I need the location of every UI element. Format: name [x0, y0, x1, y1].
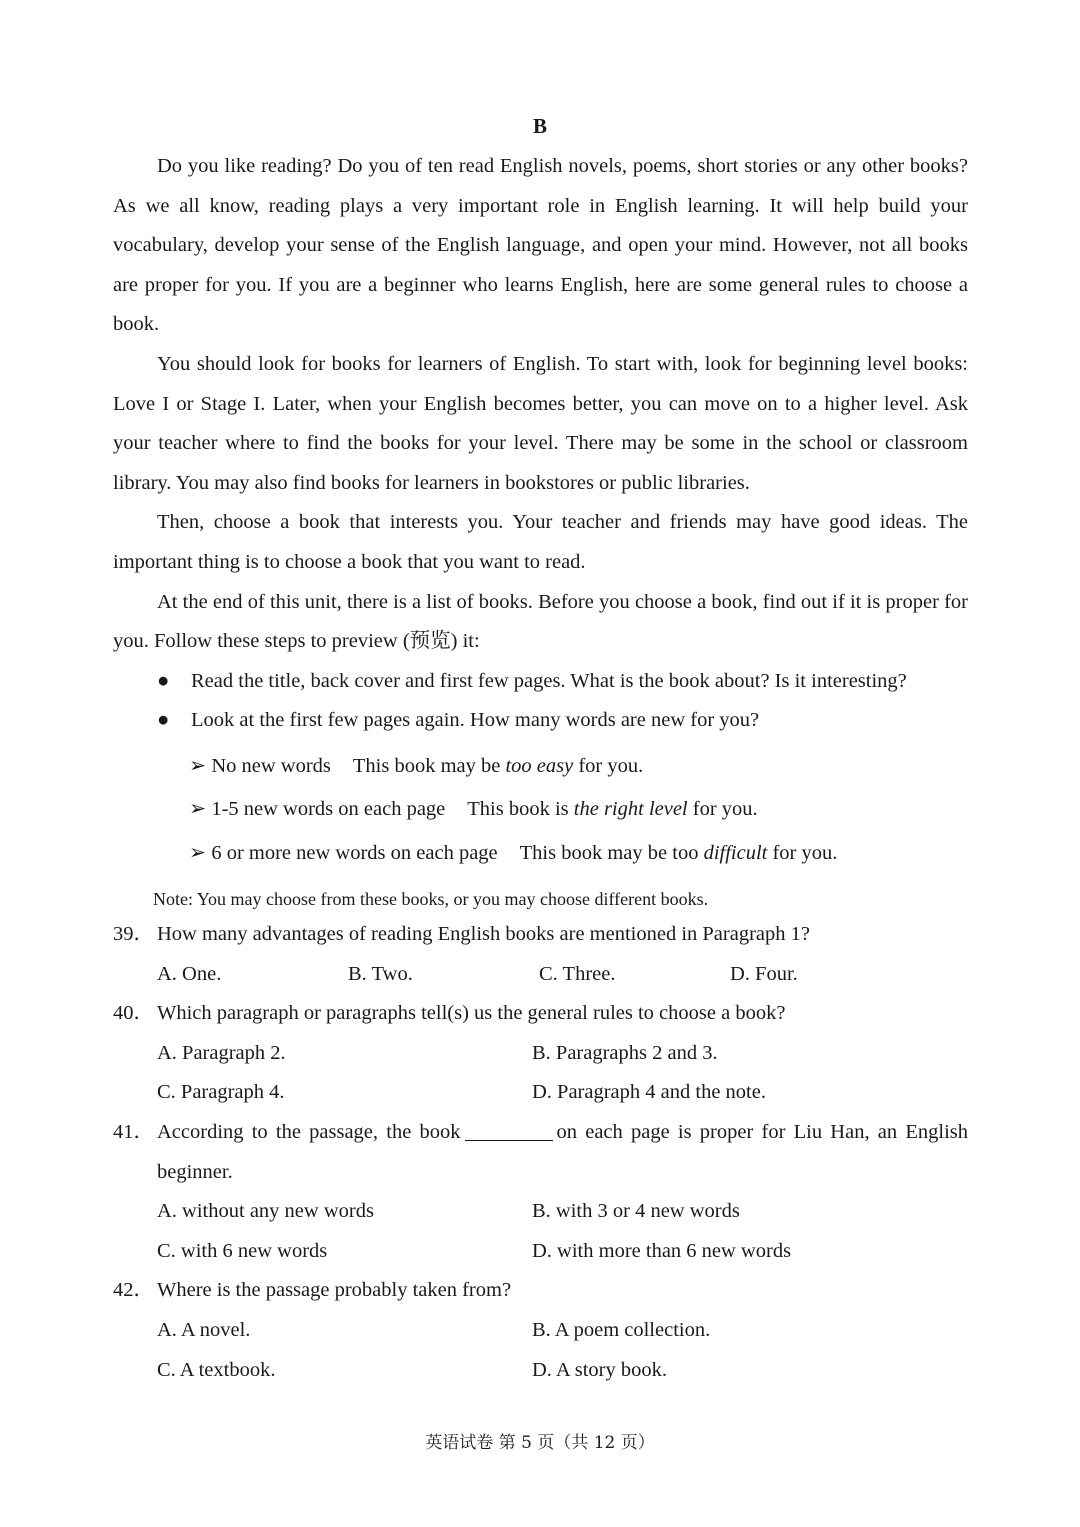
option-a: A. without any new words [157, 1200, 374, 1223]
question-42 [113, 1271, 968, 1311]
question-text: How many advantages of reading English books are mentioned in Paragraph 1? [157, 923, 810, 945]
question-40-options-row-2 [113, 1073, 968, 1113]
level-count: 1-5 new words on each page [211, 798, 446, 821]
question-number: 39． [113, 923, 154, 945]
question-number: 40． [113, 1002, 154, 1025]
bullet-icon: ● [157, 669, 170, 692]
question-40 [113, 994, 968, 1034]
paragraph-4: At the end of this unit, there is a list of books. Before you choose a book, find out if it is proper for you. Follow these steps to preview (预览) it: [113, 590, 968, 653]
question-41-options-row-2 [113, 1232, 968, 1272]
option-b: B. A poem collection. [532, 1318, 711, 1341]
option-a: A. One. [157, 962, 222, 985]
option-c: C. with 6 new words [157, 1239, 328, 1262]
level-emphasis: difficult [703, 841, 768, 864]
reading-passage [113, 147, 968, 875]
option-c: C. Paragraph 4. [157, 1081, 285, 1104]
level-prefix: This book may be [352, 754, 501, 777]
level-prefix: This book may be too [519, 841, 699, 864]
preview-steps [113, 662, 968, 741]
paragraph-3: Then, choose a book that interests you. Your teacher and friends may have good ideas. The important thing is to choose a book that you want to read. [113, 511, 968, 573]
option-d: D. with more than 6 new words [532, 1239, 792, 1262]
passage-note: Note: You may choose from these books, or you may choose different books. [153, 889, 709, 909]
arrow-icon: ➢ [189, 754, 207, 777]
preview-step [113, 662, 968, 702]
option-c: C. Three. [539, 962, 616, 985]
preview-step-text: Read the title, back cover and first few pages. What is the book about? Is it interesting? [191, 669, 907, 692]
level-count: No new words [211, 754, 331, 777]
bullet-icon: ● [157, 709, 170, 732]
section-heading: B [532, 114, 547, 138]
difficulty-level [113, 745, 968, 788]
paragraph-1: Do you like reading? Do you of ten read English novels, poems, short stories or any other books? As we all know, reading plays a very important role in English learning. It will help build your vocabulary, develop your sense of the English language, and open your mind. However, not all books are proper for you. If you are a beginner who learns English, here are some general rules to choose a book. [113, 155, 968, 336]
question-text-after: on each page is proper for Liu Han, an English beginner. [157, 1120, 969, 1183]
option-d: D. Four. [730, 962, 798, 985]
arrow-icon: ➢ [189, 841, 207, 864]
answer-blank [465, 1118, 553, 1141]
paragraph-2: You should look for books for learners of English. To start with, look for beginning level books: Love I or Stage I. Later, when your English becomes better, you can move on to a higher level. Ask your teacher where to find the books for your level. There may be some in the school or classroom library. You may also find books for learners in bookstores or public libraries. [113, 352, 968, 494]
question-text: Where is the passage probably taken from? [157, 1279, 512, 1302]
question-list [113, 915, 968, 1390]
question-42-options-row-1 [113, 1311, 968, 1351]
question-text: Which paragraph or paragraphs tell(s) us the general rules to choose a book? [157, 1002, 786, 1025]
level-suffix: for you. [692, 798, 758, 821]
level-suffix: for you. [578, 754, 644, 777]
option-d: D. Paragraph 4 and the note. [532, 1081, 766, 1104]
preview-step [113, 701, 968, 741]
question-41-options-row-1 [113, 1192, 968, 1232]
option-b: B. with 3 or 4 new words [532, 1200, 740, 1223]
level-prefix: This book is [467, 798, 569, 821]
question-42-options-row-2 [113, 1351, 968, 1391]
option-c: C. A textbook. [157, 1358, 276, 1381]
option-a: A. A novel. [157, 1318, 251, 1341]
question-39 [113, 915, 968, 955]
level-emphasis: too easy [505, 754, 574, 777]
preview-step-text: Look at the first few pages again. How many words are new for you? [191, 709, 760, 732]
arrow-icon: ➢ [189, 798, 207, 821]
question-39-options [113, 955, 968, 995]
question-41 [113, 1113, 968, 1192]
level-emphasis: the right level [573, 798, 688, 821]
level-suffix: for you. [772, 841, 838, 864]
page-footer: 英语试卷 第 5 页（共 12 页） [425, 1433, 655, 1453]
question-40-options-row-1 [113, 1034, 968, 1074]
option-b: B. Two. [348, 962, 413, 985]
difficulty-levels [113, 745, 968, 875]
question-number: 42． [113, 1279, 154, 1302]
option-b: B. Paragraphs 2 and 3. [532, 1041, 718, 1064]
question-number: 41． [113, 1120, 154, 1143]
option-a: A. Paragraph 2. [157, 1041, 286, 1064]
question-text-before: According to the passage, the book [157, 1120, 461, 1143]
option-d: D. A story book. [532, 1358, 667, 1381]
level-count: 6 or more new words on each page [211, 841, 498, 864]
difficulty-level [113, 832, 968, 875]
difficulty-level [113, 788, 968, 831]
